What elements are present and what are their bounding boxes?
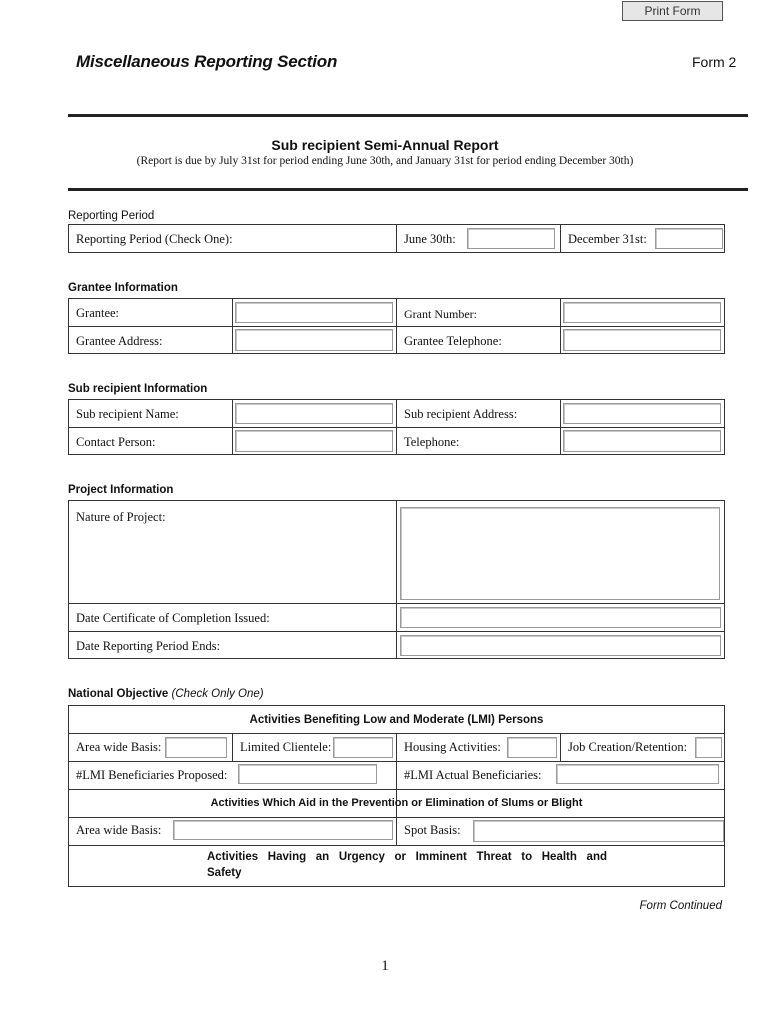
title-divider [68, 188, 748, 191]
nature-of-project-label: Nature of Project: [76, 510, 166, 524]
national-objective-note: (Check Only One) [171, 688, 264, 700]
reporting-period-label: Reporting Period (Check One): [76, 232, 233, 246]
housing-activities-checkbox[interactable] [507, 737, 557, 758]
grantee-telephone-label: Grantee Telephone: [404, 334, 502, 348]
job-creation-checkbox[interactable] [695, 737, 722, 758]
form-continued-note: Form Continued [639, 900, 722, 912]
subrecipient-name-label: Sub recipient Name: [76, 407, 179, 421]
national-objective-box [68, 705, 725, 887]
subrecipient-address-label: Sub recipient Address: [404, 407, 518, 421]
completion-date-label: Date Certificate of Completion Issued: [76, 611, 270, 625]
reporting-period-heading: Reporting Period [68, 210, 155, 222]
housing-activities-label: Housing Activities: [404, 740, 501, 754]
spot-basis-label: Spot Basis: [404, 823, 461, 837]
lmi-actual-field[interactable] [556, 764, 719, 784]
grant-number-field[interactable] [563, 302, 721, 323]
grantee-field[interactable] [235, 302, 393, 323]
area-wide-label: Area wide Basis: [76, 740, 162, 754]
limited-clientele-checkbox[interactable] [333, 737, 393, 758]
june-30-checkbox[interactable] [467, 228, 555, 249]
page-number: 1 [381, 958, 389, 974]
grantee-address-label: Grantee Address: [76, 334, 163, 348]
grantee-address-field[interactable] [235, 329, 393, 351]
print-form-button[interactable]: Print Form [622, 1, 723, 21]
form-number: Form 2 [692, 54, 737, 70]
project-box [68, 500, 725, 659]
period-ends-label: Date Reporting Period Ends: [76, 639, 221, 653]
grantee-label: Grantee: [76, 306, 120, 320]
lmi-proposed-field[interactable] [238, 764, 377, 784]
urgency-heading: Activities Having an Urgency or Imminent Threat to Health and Safety [207, 851, 607, 879]
national-objective-heading [68, 688, 264, 700]
slums-area-wide-field[interactable] [173, 820, 393, 840]
nature-of-project-field[interactable] [400, 507, 720, 600]
reporting-period-box [68, 224, 725, 253]
lmi-proposed-label: #LMI Beneficiaries Proposed: [76, 768, 228, 782]
section-title: Miscellaneous Reporting Section [76, 52, 338, 71]
report-subtitle: (Report is due by July 31st for period ending June 30th, and January 31st for period ending December 30th) [136, 155, 634, 167]
contact-person-label: Contact Person: [76, 435, 156, 449]
report-title: Sub recipient Semi-Annual Report [271, 137, 499, 153]
period-ends-field[interactable] [400, 635, 721, 656]
subrecipient-box [68, 399, 725, 455]
project-heading: Project Information [68, 484, 174, 496]
slums-area-wide-label: Area wide Basis: [76, 823, 162, 837]
limited-clientele-label: Limited Clientele: [240, 740, 332, 754]
contact-person-field[interactable] [235, 430, 393, 452]
grantee-telephone-field[interactable] [563, 329, 721, 351]
lmi-heading: Activities Benefiting Low and Moderate (LMI) Persons [249, 714, 544, 726]
grantee-heading: Grantee Information [68, 282, 178, 294]
subrecipient-telephone-field[interactable] [563, 430, 721, 452]
top-divider [68, 114, 748, 117]
area-wide-checkbox[interactable] [165, 737, 227, 758]
december-31-label: December 31st: [568, 232, 647, 246]
lmi-actual-label: #LMI Actual Beneficiaries: [404, 768, 542, 782]
grantee-box [68, 298, 725, 354]
completion-date-field[interactable] [400, 607, 721, 628]
slums-heading: Activities Which Aid in the Prevention or Elimination of Slums or Blight [210, 797, 583, 809]
job-creation-label: Job Creation/Retention: [568, 740, 688, 754]
grant-number-label: Grant Number: [404, 307, 477, 321]
spot-basis-field[interactable] [473, 820, 724, 842]
subrecipient-telephone-label: Telephone: [404, 435, 460, 449]
june-30-label: June 30th: [404, 232, 456, 246]
national-objective-title: National Objective [68, 688, 169, 700]
subrecipient-address-field[interactable] [563, 403, 721, 424]
december-31-checkbox[interactable] [655, 228, 723, 249]
subrecipient-name-field[interactable] [235, 403, 393, 424]
subrecipient-heading: Sub recipient Information [68, 383, 208, 395]
